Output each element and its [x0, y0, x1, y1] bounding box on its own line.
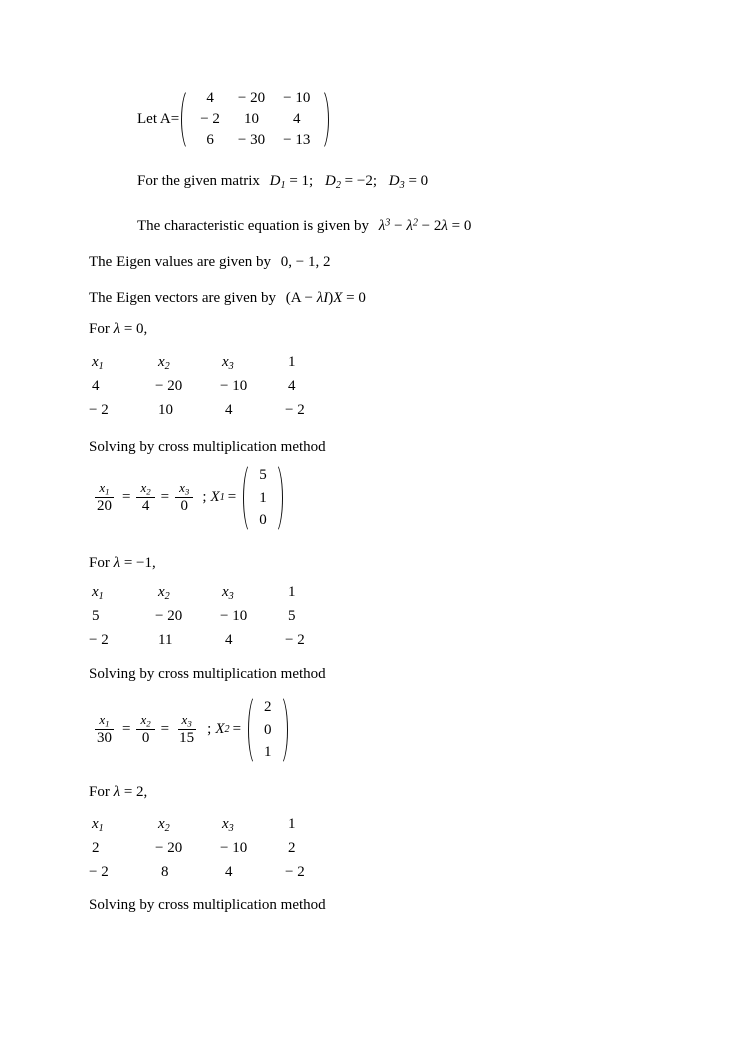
col-header-x1-sub: 1: [98, 822, 104, 834]
solution-lambda-minus-1: [90, 694, 288, 766]
heading-prefix: For: [89, 321, 114, 337]
table-cell: − 10: [220, 608, 248, 624]
equals-icon: =: [160, 721, 170, 738]
matrix-cell: 6: [206, 132, 214, 148]
eigen-values-list: 0, − 1, 2: [280, 254, 331, 270]
characteristic-prefix: The characteristic equation is given by: [137, 218, 369, 234]
d2-symbol: D: [324, 173, 336, 189]
table-cell: 5: [92, 608, 100, 624]
eigen-vectors-prefix: The Eigen vectors are given by: [89, 290, 277, 306]
vector-component: 5: [259, 467, 267, 483]
semicolon-separator: ;: [207, 721, 212, 738]
matrix-A: [191, 88, 319, 151]
table-cell: − 2: [285, 864, 305, 880]
equals-icon: =: [232, 721, 242, 738]
vector-left-paren: [243, 462, 252, 534]
table-cell: 2: [288, 840, 296, 856]
col-header-x3: x: [222, 816, 229, 832]
vector-component: 0: [264, 721, 272, 738]
matrix-cell: − 10: [283, 90, 311, 106]
eigenvector-label-sub: 2: [224, 724, 230, 736]
formula-equals: = 0: [346, 290, 366, 306]
col-header-x1-sub: 1: [98, 590, 104, 602]
solving-label-lambda-2: Solving by cross multiplication method: [89, 897, 326, 913]
matrix-left-paren: [181, 88, 191, 151]
col-header-x1: x: [92, 816, 99, 832]
fraction-denominator: 15: [179, 730, 195, 747]
lambda-symbol: λ: [113, 321, 121, 337]
vector-left-paren: [248, 694, 257, 766]
vector-component: 2: [264, 699, 272, 715]
linear-term: − 2: [421, 218, 442, 234]
vector-right-paren: [274, 462, 283, 534]
eigenvector-label: X: [215, 721, 225, 738]
determinants-prefix: For the given matrix: [137, 173, 260, 189]
col-header-x3: x: [222, 584, 229, 600]
fraction-numerator: x: [181, 711, 188, 727]
matrix-cell: 10: [244, 111, 260, 127]
fraction-denominator: 0: [180, 498, 188, 515]
eigenvector-X2: [248, 694, 288, 766]
fraction-numerator-sub: 3: [187, 717, 192, 728]
matrix-label: Let A=: [137, 111, 180, 127]
matrix-cell: − 13: [283, 132, 311, 148]
vector-component: 1: [259, 489, 267, 506]
col-header-x3-sub: 3: [228, 590, 234, 602]
fraction-numerator-sub: 2: [146, 485, 151, 496]
vector-component: 1: [264, 744, 272, 760]
minus-operator: −: [394, 218, 403, 234]
col-header-x2-sub: 2: [164, 822, 170, 834]
table-cell: − 2: [89, 632, 109, 648]
fraction-numerator: x: [140, 479, 147, 495]
table-cell: − 10: [220, 378, 248, 394]
matrix-right-paren: [319, 88, 329, 151]
solving-label-lambda-0: Solving by cross multiplication method: [89, 439, 326, 455]
table-cell: − 10: [220, 840, 248, 856]
col-header-x3: x: [222, 354, 229, 370]
equals-icon: =: [160, 489, 170, 506]
table-cell: − 20: [155, 840, 183, 856]
table-cell: − 20: [155, 608, 183, 624]
heading-value: = 2,: [123, 784, 148, 800]
col-header-x3-sub: 3: [228, 822, 234, 834]
fraction-denominator: 30: [97, 730, 112, 747]
fraction-x1: [93, 713, 116, 748]
equals-icon: =: [122, 721, 131, 738]
table-cell: 2: [92, 840, 100, 856]
equals-icon: =: [227, 489, 237, 506]
coefficient-table-lambda-0: [89, 354, 419, 424]
col-header-x2: x: [158, 584, 165, 600]
col-header-constant: 1: [288, 354, 296, 370]
d1-value: = 1;: [289, 173, 314, 189]
fraction-x2: [136, 481, 154, 516]
col-header-x2-sub: 2: [164, 360, 170, 372]
col-header-x2: x: [158, 354, 165, 370]
table-cell: − 2: [89, 402, 109, 418]
fraction-x3: [175, 713, 198, 748]
table-cell: 4: [225, 864, 233, 880]
characteristic-equation-line: [137, 217, 471, 235]
d2-subscript: 2: [335, 179, 341, 191]
eigenvector-label: X: [210, 489, 220, 506]
d1-subscript: 1: [280, 179, 286, 191]
fraction-denominator: 0: [141, 730, 150, 747]
fraction-numerator-sub: 2: [146, 717, 151, 728]
eigenvector-X1: [243, 462, 283, 534]
heading-value: = 0,: [123, 321, 148, 337]
matrix-cell: − 30: [237, 132, 266, 148]
semicolon-separator: ;: [202, 489, 207, 506]
col-header-x1-sub: 1: [98, 360, 104, 372]
table-cell: 4: [225, 632, 233, 648]
lambda-symbol: λ: [316, 290, 324, 306]
matrix-definition: [137, 88, 329, 151]
solving-label-lambda-minus-1: Solving by cross multiplication method: [89, 666, 326, 682]
determinants-line: [137, 172, 428, 192]
col-header-x1: x: [92, 354, 99, 370]
d3-value: = 0: [408, 173, 429, 189]
col-header-constant: 1: [288, 816, 296, 832]
matrix-cell: 4: [206, 90, 214, 106]
fraction-denominator: 20: [97, 498, 112, 515]
lambda-symbol: λ: [378, 218, 386, 234]
matrix-row: [191, 88, 319, 109]
heading-prefix: For: [89, 784, 114, 800]
table-cell: − 2: [89, 864, 109, 880]
section-heading-lambda-2: [89, 783, 147, 801]
vector-X-symbol: X: [333, 290, 343, 306]
fraction-denominator: 4: [141, 498, 150, 515]
table-cell: 4: [92, 378, 100, 394]
lambda-squared-exponent: 2: [412, 217, 418, 229]
equals-zero: = 0: [451, 218, 472, 234]
matrix-cell: − 2: [200, 111, 220, 127]
fraction-numerator: x: [99, 711, 106, 727]
eigen-values-prefix: The Eigen values are given by: [89, 254, 272, 270]
fraction-numerator: x: [99, 479, 106, 495]
heading-prefix: For: [89, 555, 114, 571]
coefficient-table-lambda-2: [89, 816, 419, 886]
lambda-symbol: λ: [406, 218, 413, 234]
fraction-numerator: x: [140, 711, 147, 727]
fraction-x2: [136, 713, 154, 748]
section-heading-lambda-0: [89, 320, 147, 338]
heading-value: = −1,: [123, 555, 156, 571]
table-cell: − 2: [285, 402, 305, 418]
fraction-numerator-sub: 1: [105, 485, 110, 496]
matrix-cell: 4: [293, 111, 301, 127]
table-cell: 4: [288, 378, 296, 394]
identity-symbol: I: [323, 290, 329, 306]
formula-close: ): [328, 290, 334, 306]
matrix-row: [191, 109, 319, 130]
section-heading-lambda-minus-1: [89, 554, 156, 572]
d2-value: = −2;: [344, 173, 378, 189]
table-cell: 11: [158, 632, 173, 648]
table-cell: − 2: [285, 632, 305, 648]
eigenvector-label-sub: 1: [219, 492, 225, 504]
lambda-symbol: λ: [113, 555, 121, 571]
col-header-x3-sub: 3: [228, 360, 234, 372]
d1-symbol: D: [269, 173, 281, 189]
fraction-x1: [93, 481, 116, 516]
matrix-cell: − 20: [237, 90, 266, 106]
vector-right-paren: [279, 694, 288, 766]
fraction-numerator-sub: 1: [105, 717, 110, 728]
coefficient-table-lambda-minus-1: [89, 584, 419, 654]
equals-icon: =: [122, 489, 131, 506]
eigen-values-line: [89, 253, 330, 271]
fraction-x3: [175, 481, 193, 516]
table-cell: 10: [158, 402, 173, 418]
d3-subscript: 3: [399, 179, 405, 191]
col-header-x1: x: [92, 584, 99, 600]
solution-lambda-0: [90, 462, 283, 534]
lambda-cubed-exponent: 3: [385, 217, 391, 229]
table-cell: − 20: [155, 378, 183, 394]
fraction-numerator: x: [179, 479, 185, 495]
table-cell: 4: [225, 402, 233, 418]
col-header-x2-sub: 2: [164, 590, 170, 602]
lambda-symbol: λ: [441, 218, 448, 234]
d3-symbol: D: [388, 173, 400, 189]
col-header-x2: x: [158, 816, 165, 832]
lambda-symbol: λ: [113, 784, 121, 800]
eigen-vectors-line: [89, 289, 366, 307]
matrix-row: [191, 130, 319, 151]
fraction-numerator-sub: 3: [184, 485, 190, 496]
vector-component: 0: [259, 512, 267, 528]
formula-open: (A −: [285, 290, 317, 306]
table-cell: 8: [161, 864, 169, 880]
table-cell: 5: [288, 608, 296, 624]
col-header-constant: 1: [288, 584, 296, 600]
